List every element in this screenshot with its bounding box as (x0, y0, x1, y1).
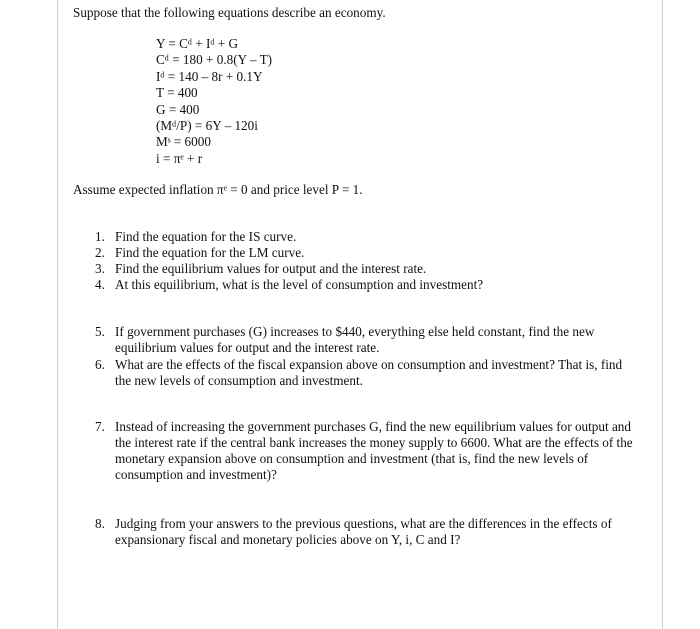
question-number: 3. (95, 261, 105, 276)
question-text: Judging from your answers to the previous questions, what are the differences in the effects of expansionary fiscal and monetary policies above on Y, i, C and I? (115, 516, 612, 547)
question-group-3 (95, 419, 635, 483)
question-text: Find the equation for the IS curve. (115, 229, 297, 244)
question-text: Instead of increasing the government purchases G, find the new equilibrium values for output and the interest rate if the central bank increases the money supply to 6600. What are the effects of the monetary expansion above on consumption and investment (that is, find the new levels of consumption and investment)? (115, 419, 633, 482)
question-item (95, 229, 635, 245)
question-text: If government purchases (G) increases to $440, everything else held constant, find the new equilibrium values for output and the interest rate. (115, 324, 595, 355)
question-item (95, 277, 635, 293)
equation-money-supply: Mˢ = 6000 (156, 134, 211, 150)
intro-text: Suppose that the following equations describe an economy. (73, 5, 386, 20)
page-left-border (57, 0, 58, 629)
page-right-border (662, 0, 663, 629)
equation-taxes: T = 400 (156, 85, 198, 101)
question-item (95, 419, 635, 483)
question-number: 1. (95, 229, 105, 244)
question-item (95, 245, 635, 261)
equation-fisher: i = πᵉ + r (156, 150, 203, 166)
question-item (95, 261, 635, 277)
assumption-text: Assume expected inflation πᵉ = 0 and price level P = 1. (73, 182, 363, 197)
question-item (95, 516, 635, 548)
question-group-4 (95, 516, 635, 548)
equation-government: G = 400 (156, 101, 200, 117)
equation-money-demand: (Mᵈ/P) = 6Y – 120i (156, 117, 258, 133)
question-item (95, 324, 635, 356)
equation-investment: Iᵈ = 140 – 8r + 0.1Y (156, 68, 263, 84)
equation-consumption: Cᵈ = 180 + 0.8(Y – T) (156, 52, 273, 68)
equation-output: Y = Cᵈ + Iᵈ + G (156, 36, 239, 51)
question-group-1 (95, 229, 635, 293)
question-group-2 (95, 324, 635, 389)
question-number: 6. (95, 357, 105, 372)
question-text: Find the equation for the LM curve. (115, 245, 305, 260)
question-text: What are the effects of the fiscal expansion above on consumption and investment? That is, find the new levels of consumption and investment. (115, 357, 623, 388)
question-number: 7. (95, 419, 105, 434)
question-number: 5. (95, 324, 105, 339)
equation-list (156, 36, 272, 167)
question-number: 2. (95, 245, 105, 260)
question-text: At this equilibrium, what is the level of consumption and investment? (115, 277, 484, 292)
question-text: Find the equilibrium values for output and the interest rate. (115, 261, 427, 276)
question-item (95, 357, 635, 389)
question-number: 8. (95, 516, 105, 531)
question-number: 4. (95, 277, 105, 292)
